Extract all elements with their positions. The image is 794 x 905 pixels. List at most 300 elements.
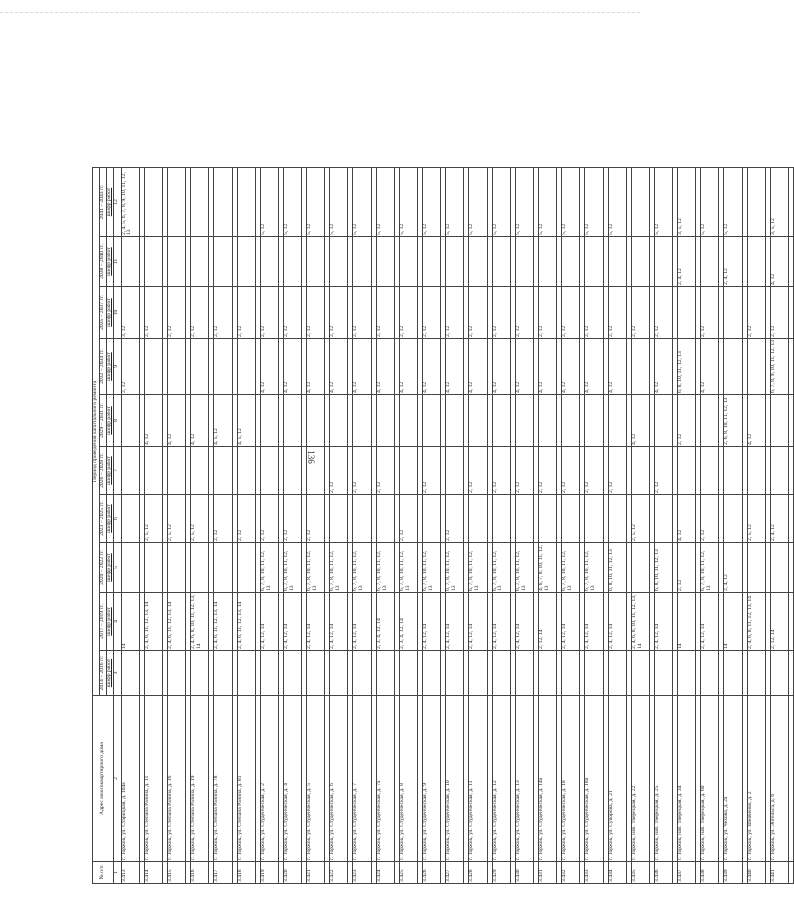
table-row [167,167,185,883]
work-codes-cell [446,395,464,447]
work-codes-cell [515,237,533,287]
work-codes-cell [191,167,209,236]
work-codes-cell: 2, 4, 6, 8, 10, 11, 12, 13, 14 [191,593,209,651]
work-codes-cell: 2, 12 [237,495,255,543]
work-codes-cell [492,651,510,696]
header-period-sub: шифр работ [106,495,113,543]
work-codes-cell [469,651,487,696]
work-codes-cell: 2, 4, 12, 14 [330,593,348,651]
work-codes-cell [167,447,185,495]
row-address: г. Торжок, ул. Студенческая, д. 7а [376,696,394,862]
table-row [608,167,626,883]
work-codes-cell: 6, 7, 8, 10, 11, 12, 13 [701,543,719,593]
row-address: г. Торжок, ул. Студенческая, д. 8 [399,696,417,862]
row-number: 3.425 [399,862,417,884]
work-codes-cell [237,167,255,236]
work-codes-cell [747,543,765,593]
table-row [515,167,533,883]
row-address: г. Торжок, ул. Студенческая, д. 12 [492,696,510,862]
header-period: 2041 – 2043 гг. [99,167,106,236]
row-address: г. Торжок, ул. Шевченко, д. 2 [747,696,765,862]
work-codes-cell: 2, 12 [376,447,394,495]
work-codes-cell: 5, 12 [492,167,510,236]
work-codes-cell [724,287,742,339]
table-row [144,167,162,883]
work-codes-cell: 2, 4, 12, 14 [446,593,464,651]
work-codes-cell: 14 [724,593,742,651]
work-codes-cell [144,651,162,696]
row-number: 3.426 [423,862,441,884]
work-codes-cell: 14 [678,593,696,651]
row-number: 3.419 [260,862,278,884]
header-period: 2032 – 2034 гг. [99,339,106,395]
row-number: 3.439 [724,862,742,884]
table-row [260,167,278,883]
row-number: 3.440 [747,862,765,884]
work-codes-cell: 3, 5, 12 [770,167,788,236]
work-codes-cell [260,447,278,495]
table-row [585,167,603,883]
work-codes-cell [654,651,672,696]
work-codes-cell: 2, 12 [562,447,580,495]
row-address: г. Торжок, наб. Тверецкая, д. 60 [701,696,719,862]
work-codes-cell [446,237,464,287]
work-codes-cell [469,395,487,447]
work-codes-cell: 5, 12 [469,167,487,236]
work-codes-cell: 2, 12 [608,287,626,339]
work-codes-cell: 5, 12 [562,167,580,236]
work-codes-cell: 2, 12 [747,287,765,339]
work-codes-cell: 5, 12 [307,167,325,236]
work-codes-cell: 2, 6, 8, 10, 11, 12, 13 [724,395,742,447]
table-row [678,167,696,883]
work-codes-cell: 2, 12 [260,495,278,543]
work-codes-cell [423,495,441,543]
column-number: 8 [113,395,121,447]
row-address: г. Торжок, ул. Старицкая, д. 104а [121,696,139,862]
work-codes-cell: 2, 12 [515,447,533,495]
work-codes-cell: 6, 7, 8, 10, 11, 12, 13 [283,543,301,593]
row-address: г. Торжок, ул. Студенческая, д. 4 [283,696,301,862]
table-row [631,167,649,883]
header-period: 2029 – 2031 гг. [99,395,106,447]
work-codes-cell [423,395,441,447]
work-codes-cell: 4, 12 [283,339,301,395]
work-codes-cell [121,395,139,447]
row-number: 3.429 [492,862,510,884]
work-codes-cell: 2, 3, 4, 12, 14 [399,593,417,651]
header-period: 2035 – 2037 гг. [99,287,106,339]
work-codes-cell: 2, 4, 6, 8, 10, 11, 12, 13, 14 [631,593,649,651]
work-codes-cell: 2, 4, 6, 11, 12, 13, 14 [237,593,255,651]
work-codes-cell [538,237,556,287]
work-codes-cell: 2, 12 [654,287,672,339]
work-codes-cell [747,447,765,495]
work-codes-cell [214,447,232,495]
work-codes-cell: 2, 12 [399,495,417,543]
work-codes-cell [701,447,719,495]
row-number: 3.414 [144,862,162,884]
work-codes-cell: 2, 4, 12, 14 [585,593,603,651]
work-codes-cell: 4, 12 [515,339,533,395]
work-codes-cell: 2, 4, 12, 14 [307,593,325,651]
work-codes-cell: 4, 12 [608,339,626,395]
work-codes-cell [585,237,603,287]
work-codes-cell: 2, 12 [353,447,371,495]
work-codes-cell: 2, 12 [631,287,649,339]
work-codes-cell: 2, 12 [678,395,696,447]
rotated-table-area [92,168,776,884]
table-row [423,167,441,883]
work-codes-cell: 2, 4, 12 [724,237,742,287]
spacer-cell [789,593,794,651]
work-codes-cell [654,495,672,543]
work-codes-cell: 2, 12 [538,447,556,495]
work-codes-cell: 4, 12 [770,237,788,287]
work-codes-cell: 2, 12 [167,287,185,339]
work-codes-cell [399,237,417,287]
row-number: 3.436 [654,862,672,884]
table-row [330,167,348,883]
header-period: 2020 – 2022 гг. [99,543,106,593]
work-codes-cell [283,395,301,447]
work-codes-cell: 4, 12 [747,395,765,447]
work-codes-cell [121,495,139,543]
work-codes-cell: 2, 5, 12 [191,495,209,543]
work-codes-cell: 4, 12 [144,395,162,447]
work-codes-cell [724,495,742,543]
spacer-cell [789,167,794,236]
work-codes-cell: 2, 12 [469,287,487,339]
table-row [747,167,765,883]
header-period: 2026 – 2028 гг. [99,447,106,495]
work-codes-cell: 2, 4, 12, 14 [701,593,719,651]
work-codes-cell [631,339,649,395]
table-row [446,167,464,883]
work-codes-cell: 6, 7, 8, 10, 11, 12, 13 [562,543,580,593]
work-codes-cell [376,495,394,543]
work-codes-cell: 4, 12 [469,339,487,395]
work-codes-cell [376,237,394,287]
row-address: г. Торжок, ул. Степана Разина, д. 16 [167,696,185,862]
table-row [237,167,255,883]
work-codes-cell [631,237,649,287]
work-codes-cell [121,237,139,287]
work-codes-cell: 6, 7, 8, 10, 11, 12, 13 [330,543,348,593]
work-codes-cell: 2, 12 [701,287,719,339]
header-period-sub: шифр работ [106,339,113,395]
work-codes-cell [260,651,278,696]
work-codes-cell: 2, 4, 5, 6, 7, 8, 9, 10, 11, 12, 13 [121,167,139,236]
column-number: 5 [113,543,121,593]
work-codes-cell: 4, 12 [492,339,510,395]
header-period-sub: шифр работ [106,543,113,593]
work-codes-cell: 2, 12 [191,287,209,339]
work-codes-cell: 4, 6, 7, 8, 10, 11, 12, 13 [538,543,556,593]
header-period-sub: шифр работ [106,167,113,236]
spacer-cell [789,395,794,447]
work-codes-cell: 2, 12 [562,287,580,339]
row-number: 3.432 [562,862,580,884]
work-codes-cell [237,543,255,593]
work-codes-cell [608,651,626,696]
work-codes-cell: 6, 7, 8, 10, 11, 12, 13 [492,543,510,593]
work-codes-cell: 6, 7, 8, 10, 11, 12, 13 [353,543,371,593]
work-codes-cell [307,447,325,495]
spacer-cell [789,696,794,862]
work-codes-cell [538,395,556,447]
work-codes-cell [515,395,533,447]
spacer-cell [789,339,794,395]
column-number: 2 [113,696,121,862]
header-period: 2014 – 2016 гг. [99,651,106,696]
work-codes-cell: 4, 12 [167,395,185,447]
work-codes-cell: 2, 4, 6, 11, 12, 13, 14 [167,593,185,651]
work-codes-cell: 2, 12, 14 [538,593,556,651]
work-codes-cell: 2, 12 [144,287,162,339]
work-codes-cell: 4, 5, 12 [237,395,255,447]
row-address: г. Торжок, ул. Студенческая, д. 14а [538,696,556,862]
work-codes-cell [121,543,139,593]
work-codes-cell [585,395,603,447]
work-codes-cell: 4, 12 [423,339,441,395]
table-row [214,167,232,883]
work-codes-cell [307,237,325,287]
work-codes-cell: 2, 5, 12 [631,495,649,543]
column-number: 1 [113,862,121,884]
work-codes-cell: 6, 7, 8, 10, 11, 12, 13 [469,543,487,593]
work-codes-cell [562,237,580,287]
work-codes-cell [724,447,742,495]
work-codes-cell [376,395,394,447]
row-spacer [789,167,794,883]
work-codes-cell: 2, 12 [492,287,510,339]
row-address: г. Торжок, ул. Чехова, д. 2а [724,696,742,862]
row-number: 3.428 [469,862,487,884]
work-codes-cell [307,395,325,447]
spacer-cell [789,495,794,543]
work-codes-cell: 2, 5, 12 [747,495,765,543]
work-codes-cell [214,167,232,236]
work-codes-cell: 6, 7, 8, 10, 11, 12, 13 [307,543,325,593]
work-codes-cell [283,237,301,287]
work-codes-cell [423,651,441,696]
work-codes-cell: 2, 12 [585,287,603,339]
work-codes-cell [469,237,487,287]
work-codes-cell [167,339,185,395]
work-codes-cell: 6, 8, 10, 11, 12, 13 [678,339,696,395]
work-codes-cell: 5, 12 [283,167,301,236]
work-codes-cell: 6, 8, 10, 11, 12, 13 [608,543,626,593]
work-codes-cell: 6, 7, 8, 10, 11, 12, 13 [260,543,278,593]
work-codes-cell [562,651,580,696]
work-codes-cell [562,495,580,543]
row-address: г. Торжок, ул. Студенческая, д. 2 [260,696,278,862]
row-number: 3.420 [283,862,301,884]
work-codes-cell: 2, 12 [701,495,719,543]
row-address: г. Торжок, ул. Студенческая, д. 9 [423,696,441,862]
work-codes-cell: 5, 12 [399,167,417,236]
row-address: г. Торжок, ул. Энгельса, д. 6 [770,696,788,862]
work-codes-cell [330,651,348,696]
row-number: 3.433 [585,862,603,884]
work-codes-cell: 4, 12 [701,339,719,395]
work-codes-cell [167,543,185,593]
row-address: г. Торжок, ул. Суворова, д. 21 [608,696,626,862]
work-codes-cell [747,339,765,395]
spacer-cell [789,447,794,495]
work-codes-cell [654,395,672,447]
work-codes-cell: 6, 7, 8, 9, 10, 11, 12, 13 [770,339,788,395]
work-codes-cell: 4, 12 [538,339,556,395]
work-codes-cell: 4, 12 [562,339,580,395]
work-codes-cell: 2, 12 [307,287,325,339]
work-codes-cell: 2, 12 [423,287,441,339]
work-codes-cell: 5, 12 [376,167,394,236]
work-codes-cell: 2, 12 [538,287,556,339]
work-codes-cell: 2, 12 [214,495,232,543]
table-row [770,167,788,883]
work-codes-cell: 2, 4, 12 [724,543,742,593]
row-number: 3.438 [701,862,719,884]
work-codes-cell [515,651,533,696]
work-codes-cell [678,651,696,696]
work-codes-cell: 5, 12 [654,167,672,236]
header-period: 2023 – 2025 гг. [99,495,106,543]
column-number: 4 [113,593,121,651]
work-codes-cell: 5, 12 [353,167,371,236]
work-codes-cell [446,447,464,495]
work-codes-cell: 2, 4, 12, 14 [492,593,510,651]
scan-edge-line [0,12,640,14]
header-period: 2038 – 2040 гг. [99,237,106,287]
work-codes-cell [167,167,185,236]
row-number: 3.413 [121,862,139,884]
column-number: 3 [113,651,121,696]
header-period-sub: шифр работ [106,447,113,495]
table-row [724,167,742,883]
work-codes-cell: 2, 12 [608,447,626,495]
row-number: 3.430 [515,862,533,884]
work-codes-cell: 4, 12 [399,339,417,395]
work-codes-cell [144,543,162,593]
row-address: г. Торжок, ул. Студенческая, д. 18 [562,696,580,862]
work-codes-cell: 5, 12 [423,167,441,236]
work-codes-cell: 4, 12 [260,339,278,395]
row-number: 3.427 [446,862,464,884]
work-codes-cell [283,447,301,495]
work-codes-cell [191,543,209,593]
row-address: г. Торжок, ул. Степана Разина, д. 11 [144,696,162,862]
work-codes-cell: 2, 12 [423,447,441,495]
row-number: 3.424 [376,862,394,884]
work-codes-cell [701,395,719,447]
table-row [307,167,325,883]
work-codes-cell [538,651,556,696]
row-number: 3.422 [330,862,348,884]
spacer-cell [789,862,794,884]
work-codes-cell [167,237,185,287]
row-address: г. Торжок, ул. Студенческая, д. 13 [515,696,533,862]
work-codes-cell [678,287,696,339]
work-codes-cell: 2, 4, 12, 14 [423,593,441,651]
work-codes-cell [631,651,649,696]
work-codes-cell [469,495,487,543]
work-codes-cell: 2, 4, 12 [678,237,696,287]
work-codes-cell: 5, 12 [260,167,278,236]
spacer-cell [789,237,794,287]
work-codes-cell: 2, 12 [678,543,696,593]
work-codes-cell [631,543,649,593]
row-address: г. Торжок, наб. Тверецкая, д. 22 [631,696,649,862]
row-number: 3.416 [191,862,209,884]
work-codes-cell [608,237,626,287]
work-codes-cell: 4, 12 [376,339,394,395]
work-codes-cell [747,651,765,696]
work-codes-cell: 6, 8, 10, 11, 12, 13 [654,543,672,593]
work-codes-cell [770,395,788,447]
spacer-cell [789,543,794,593]
work-codes-cell [237,339,255,395]
table-row [701,167,719,883]
table-row [538,167,556,883]
work-codes-cell [191,651,209,696]
work-codes-cell: 2, 5, 12 [144,495,162,543]
work-codes-cell: 2, 12 [399,287,417,339]
work-codes-cell: 2, 12 [469,447,487,495]
work-codes-cell [167,651,185,696]
work-codes-cell [260,395,278,447]
work-codes-cell [144,339,162,395]
work-codes-cell: 3, 12 [121,287,139,339]
row-number: 3.418 [237,862,255,884]
work-codes-cell: 5, 12 [446,167,464,236]
work-codes-cell: 5, 12 [724,167,742,236]
work-codes-cell: 2, 12 [121,339,139,395]
row-address: г. Торжок, ул. Студенческая, д. 11 [469,696,487,862]
table-row [399,167,417,883]
header-period-sub: шифр работ [106,651,113,696]
work-codes-cell: 4, 12 [631,395,649,447]
work-codes-cell [214,543,232,593]
work-codes-cell [631,167,649,236]
work-codes-cell [770,543,788,593]
work-codes-cell: 2, 4, 12, 14 [562,593,580,651]
header-num: № п/п [93,862,114,884]
work-codes-cell: 2, 12 [376,287,394,339]
work-codes-cell [237,447,255,495]
work-codes-cell [701,237,719,287]
work-codes-cell: 2, 12 [492,447,510,495]
work-codes-cell: 4, 12 [585,339,603,395]
work-codes-cell: 2, 12 [260,287,278,339]
work-codes-cell: 2, 4, 12, 14 [260,593,278,651]
row-number: 3.423 [353,862,371,884]
work-codes-cell [770,447,788,495]
work-codes-cell: 4, 12 [330,339,348,395]
page-number: 136 [305,450,316,464]
work-codes-cell [237,237,255,287]
work-codes-cell [654,237,672,287]
table-row [283,167,301,883]
column-number: 10 [113,287,121,339]
work-codes-cell: 4, 12 [353,339,371,395]
work-codes-cell: 2, 4, 12, 14 [515,593,533,651]
work-codes-cell [214,339,232,395]
work-codes-cell [353,395,371,447]
work-codes-cell [608,495,626,543]
work-codes-cell: 4, 12 [307,339,325,395]
